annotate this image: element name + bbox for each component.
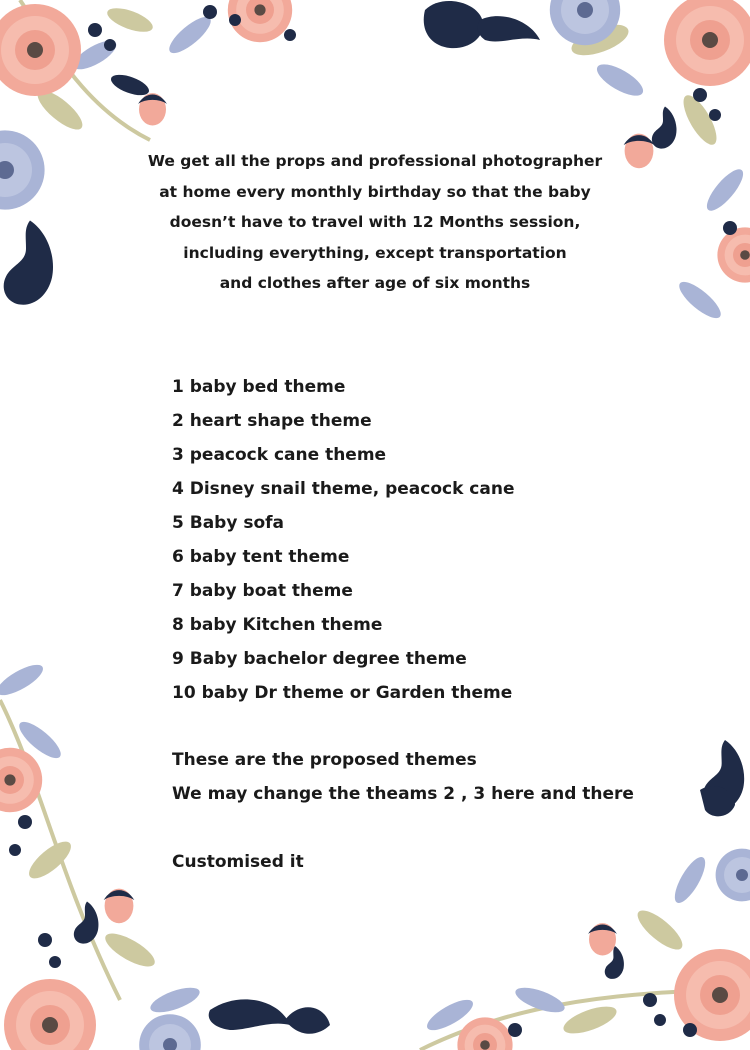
intro-paragraph [110, 146, 640, 299]
intro-line: including everything, except transportation [183, 243, 567, 262]
list-item: 1 baby bed theme [172, 377, 346, 397]
top-center-paisleys [424, 1, 540, 48]
change-themes-note: We may change the theams 2 , 3 here and there [172, 784, 634, 804]
list-item: 4 Disney snail theme, peacock cane [172, 479, 515, 499]
list-item: 8 baby Kitchen theme [172, 615, 383, 635]
list-item: 10 baby Dr theme or Garden theme [172, 683, 513, 703]
theme-list [172, 370, 515, 710]
list-item: 3 peacock cane theme [172, 445, 387, 465]
proposed-themes-note: These are the proposed themes [172, 750, 477, 770]
intro-line: doesn’t have to travel with 12 Months session, [169, 213, 581, 231]
list-item: 9 Baby bachelor degree theme [172, 649, 467, 669]
intro-line: We get all the props and professional photographer [147, 152, 603, 170]
notes-section [172, 743, 634, 811]
list-item: 7 baby boat theme [172, 581, 353, 601]
intro-line: at home every monthly birthday so that the baby [159, 182, 591, 201]
list-item: 6 baby tent theme [172, 547, 350, 567]
list-item: 5 Baby sofa [172, 513, 285, 533]
customised-note: Customised it [172, 852, 304, 872]
list-item: 2 heart shape theme [172, 411, 372, 431]
intro-line: and clothes after age of six months [219, 274, 531, 292]
